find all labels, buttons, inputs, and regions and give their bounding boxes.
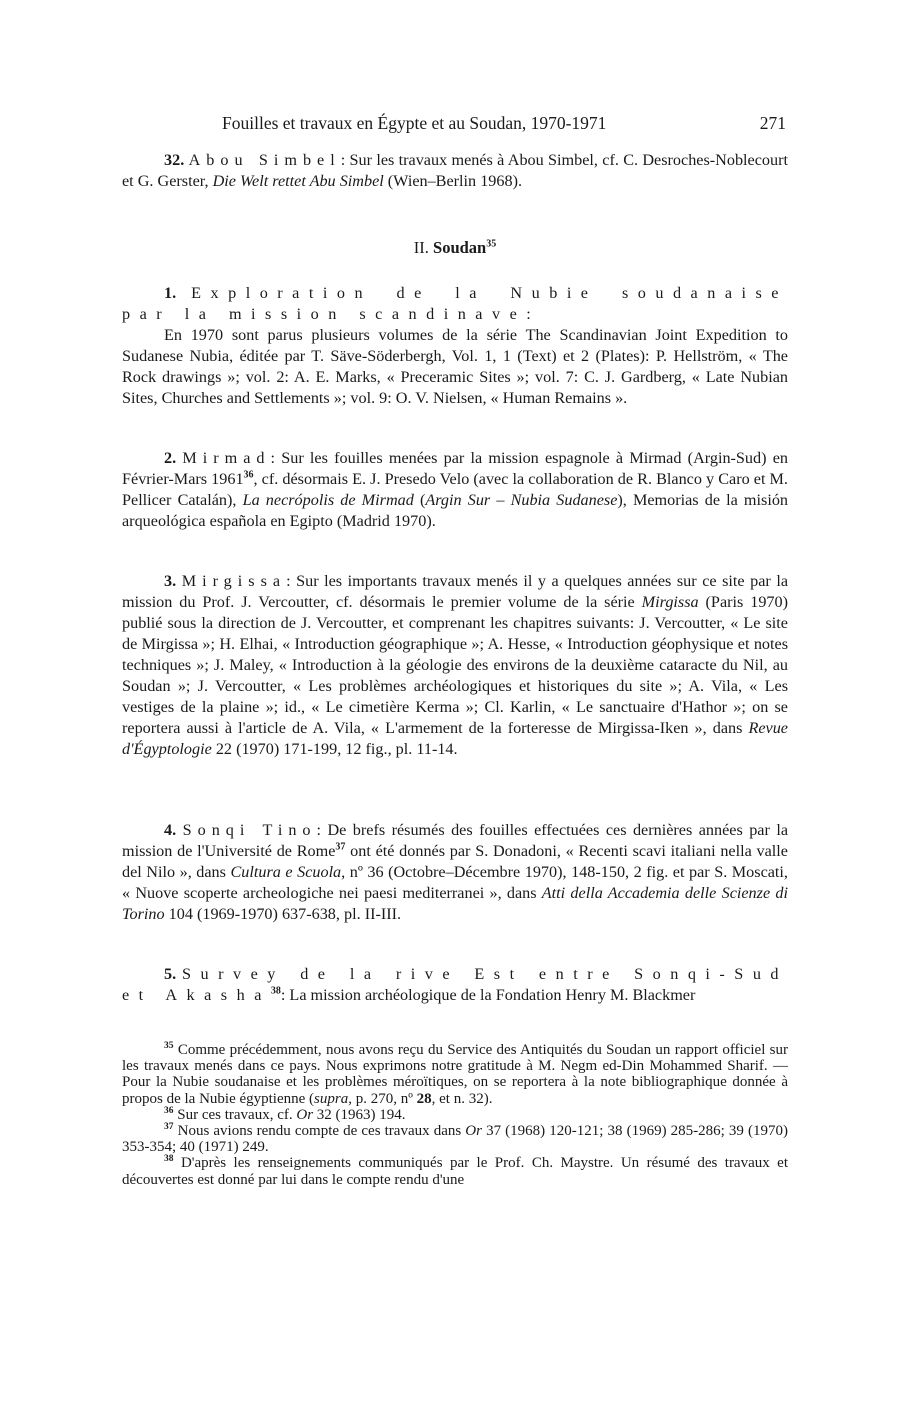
paragraph-mirmad: 2. Mirmad: Sur les fouilles menées par la mission espagnole à Mirmad (Argin-Sud) en Février-Mars 1961$^{36}$, cf. désormais E. J. Presedo Velo (avec la collaboration de R. Blanco y Caro et M. Pellicer Catalán), La necrópolis de Mirmad (Argin Sur – Nubia Sudanese), Memorias de la misión arqueológica española en Egipto (Madrid 1970). [122,449,789,530]
section-heading-inline: Survey de la rive Est entre Sonqi-Sud et Akasha [122,965,789,1004]
footnote-37: $^{37}$ Nous avions rendu compte de ces travaux dans Or 37 (1968) 120-121; 38 (1969) 285-286; 39 (1970) 353-354; 40 (1971) 249. [122,1122,789,1156]
site-name: Mirgissa [181,572,287,590]
running-head [122,113,788,137]
footnote-38: $^{38}$ D'après les renseignements communiqués par le Prof. Ch. Maystre. Un résumé des travaux et découvertes est donné par lui dans le compte rendu d'une [122,1154,789,1188]
site-name: Sonqi Tino [182,821,317,839]
footnotes [122,1042,788,1188]
footnote-35: $^{35}$ Comme précédemment, nous avons reçu du Service des Antiquités du Soudan un rapport officiel sur les travaux menés dans ce pays. Nous exprimons notre gratitude à M. Negm ed-Din Mohammed Sharif. — Pour la Nubie soudanaise et les problèmes méroïtiques, on se reportera à la note bibliographique donnée à propos de la Nubie égyptienne (supra, p. 270, nº 28, et n. 32). [122,1041,789,1107]
book-title: Die Welt rettet Abu Simbel [212,172,384,190]
footnote-36: $^{36}$ Sur ces travaux, cf. Or 32 (1963) 194. [164,1105,406,1123]
paragraph-survey: 5. Survey de la rive Est entre Sonqi-Sud et Akasha$^{38}$: La mission archéologique de la Fondation Henry M. Blackmer [122,965,789,1004]
paragraph-mirgissa: 3. Mirgissa: Sur les importants travaux menés il y a quelques années sur ce site par la mission du Prof. J. Vercoutter, cf. désormais le premier volume de la série Mirgissa (Paris 1970) publié sous la direction de J. Vercoutter, et comprenant les chapitres suivants: J. Vercoutter, « Le site de Mirgissa »; H. Elhai, « Introduction géographique »; A. Hesse, « Introduction géophysique et notes techniques »; J. Maley, « Introduction à la géologie des environs de la deuxième cataracte du Nil, au Soudan »; J. Vercoutter, « Les problèmes archéologiques et historiques du site »; A. Vila, « Les vestiges de la plaine »; id., « Le cimetière Kerma »; Cl. Karlin, « Le sanctuaire d'Hathor »; on se reportera aussi à l'article de A. Vila, « L'armement de la forteresse de Mirgissa-Iken », dans Revue d'Égyptologie 22 (1970) 171-199, 12 fig., pl. 11-14. [122,572,788,758]
footnote-ref: 36 [243,469,254,481]
site-name: Abou Simbel [188,151,341,169]
section-heading-inline: Exploration de la Nubie soudanaise par la mission scandinave [122,284,788,323]
site-name: Mirmad [182,449,271,467]
page-number: 271 [759,113,786,133]
paragraph-abou-simbel: 32. Abou Simbel: Sur les travaux menés à Abou Simbel, cf. C. Desroches-Noblecourt et G. Gerster, Die Welt rettet Abu Simbel (Wien–Berlin 1968). [122,151,789,190]
running-title: Fouilles et travaux en Égypte et au Soudan, 1970-1971 [222,113,607,133]
footnote-ref: 35 [486,238,497,250]
footnote-ref: 37 [335,841,346,853]
footnote-ref: 38 [270,985,281,997]
section-heading: II. Soudan$^{35}$ [413,238,497,257]
paragraph-exploration: 1. Exploration de la Nubie soudanaise par la mission scandinave: En 1970 sont parus plusieurs volumes de la série The Scandinavian Joint Expedition to Sudanese Nubia, éditée par T. Säve-Söderbergh, Vol. 1, 1 (Text) et 2 (Plates): P. Hellström, « The Rock drawings »; vol. 2: A. E. Marks, « Preceramic Sites »; vol. 7: C. J. Gardberg, « Late Nubian Sites, Churches and Settlements »; vol. 9: O. V. Nielsen, « Human Remains ». [122,284,788,407]
paragraph-sonqi-tino: 4. Sonqi Tino: De brefs résumés des fouilles effectuées ces dernières années par la mission de l'Université de Rome$^{37}$ ont été donnés par S. Donadoni, « Recenti scavi italiani nella valle del Nilo », dans Cultura e Scuola, nº 36 (Octobre–Décembre 1970), 148-150, 2 fig. et par S. Moscati, « Nuove scoperte archeologiche nei paesi mediterranei », dans Atti della Accademia delle Scienze di Torino 104 (1969-1970) 637-638, pl. II-III. [122,821,789,923]
